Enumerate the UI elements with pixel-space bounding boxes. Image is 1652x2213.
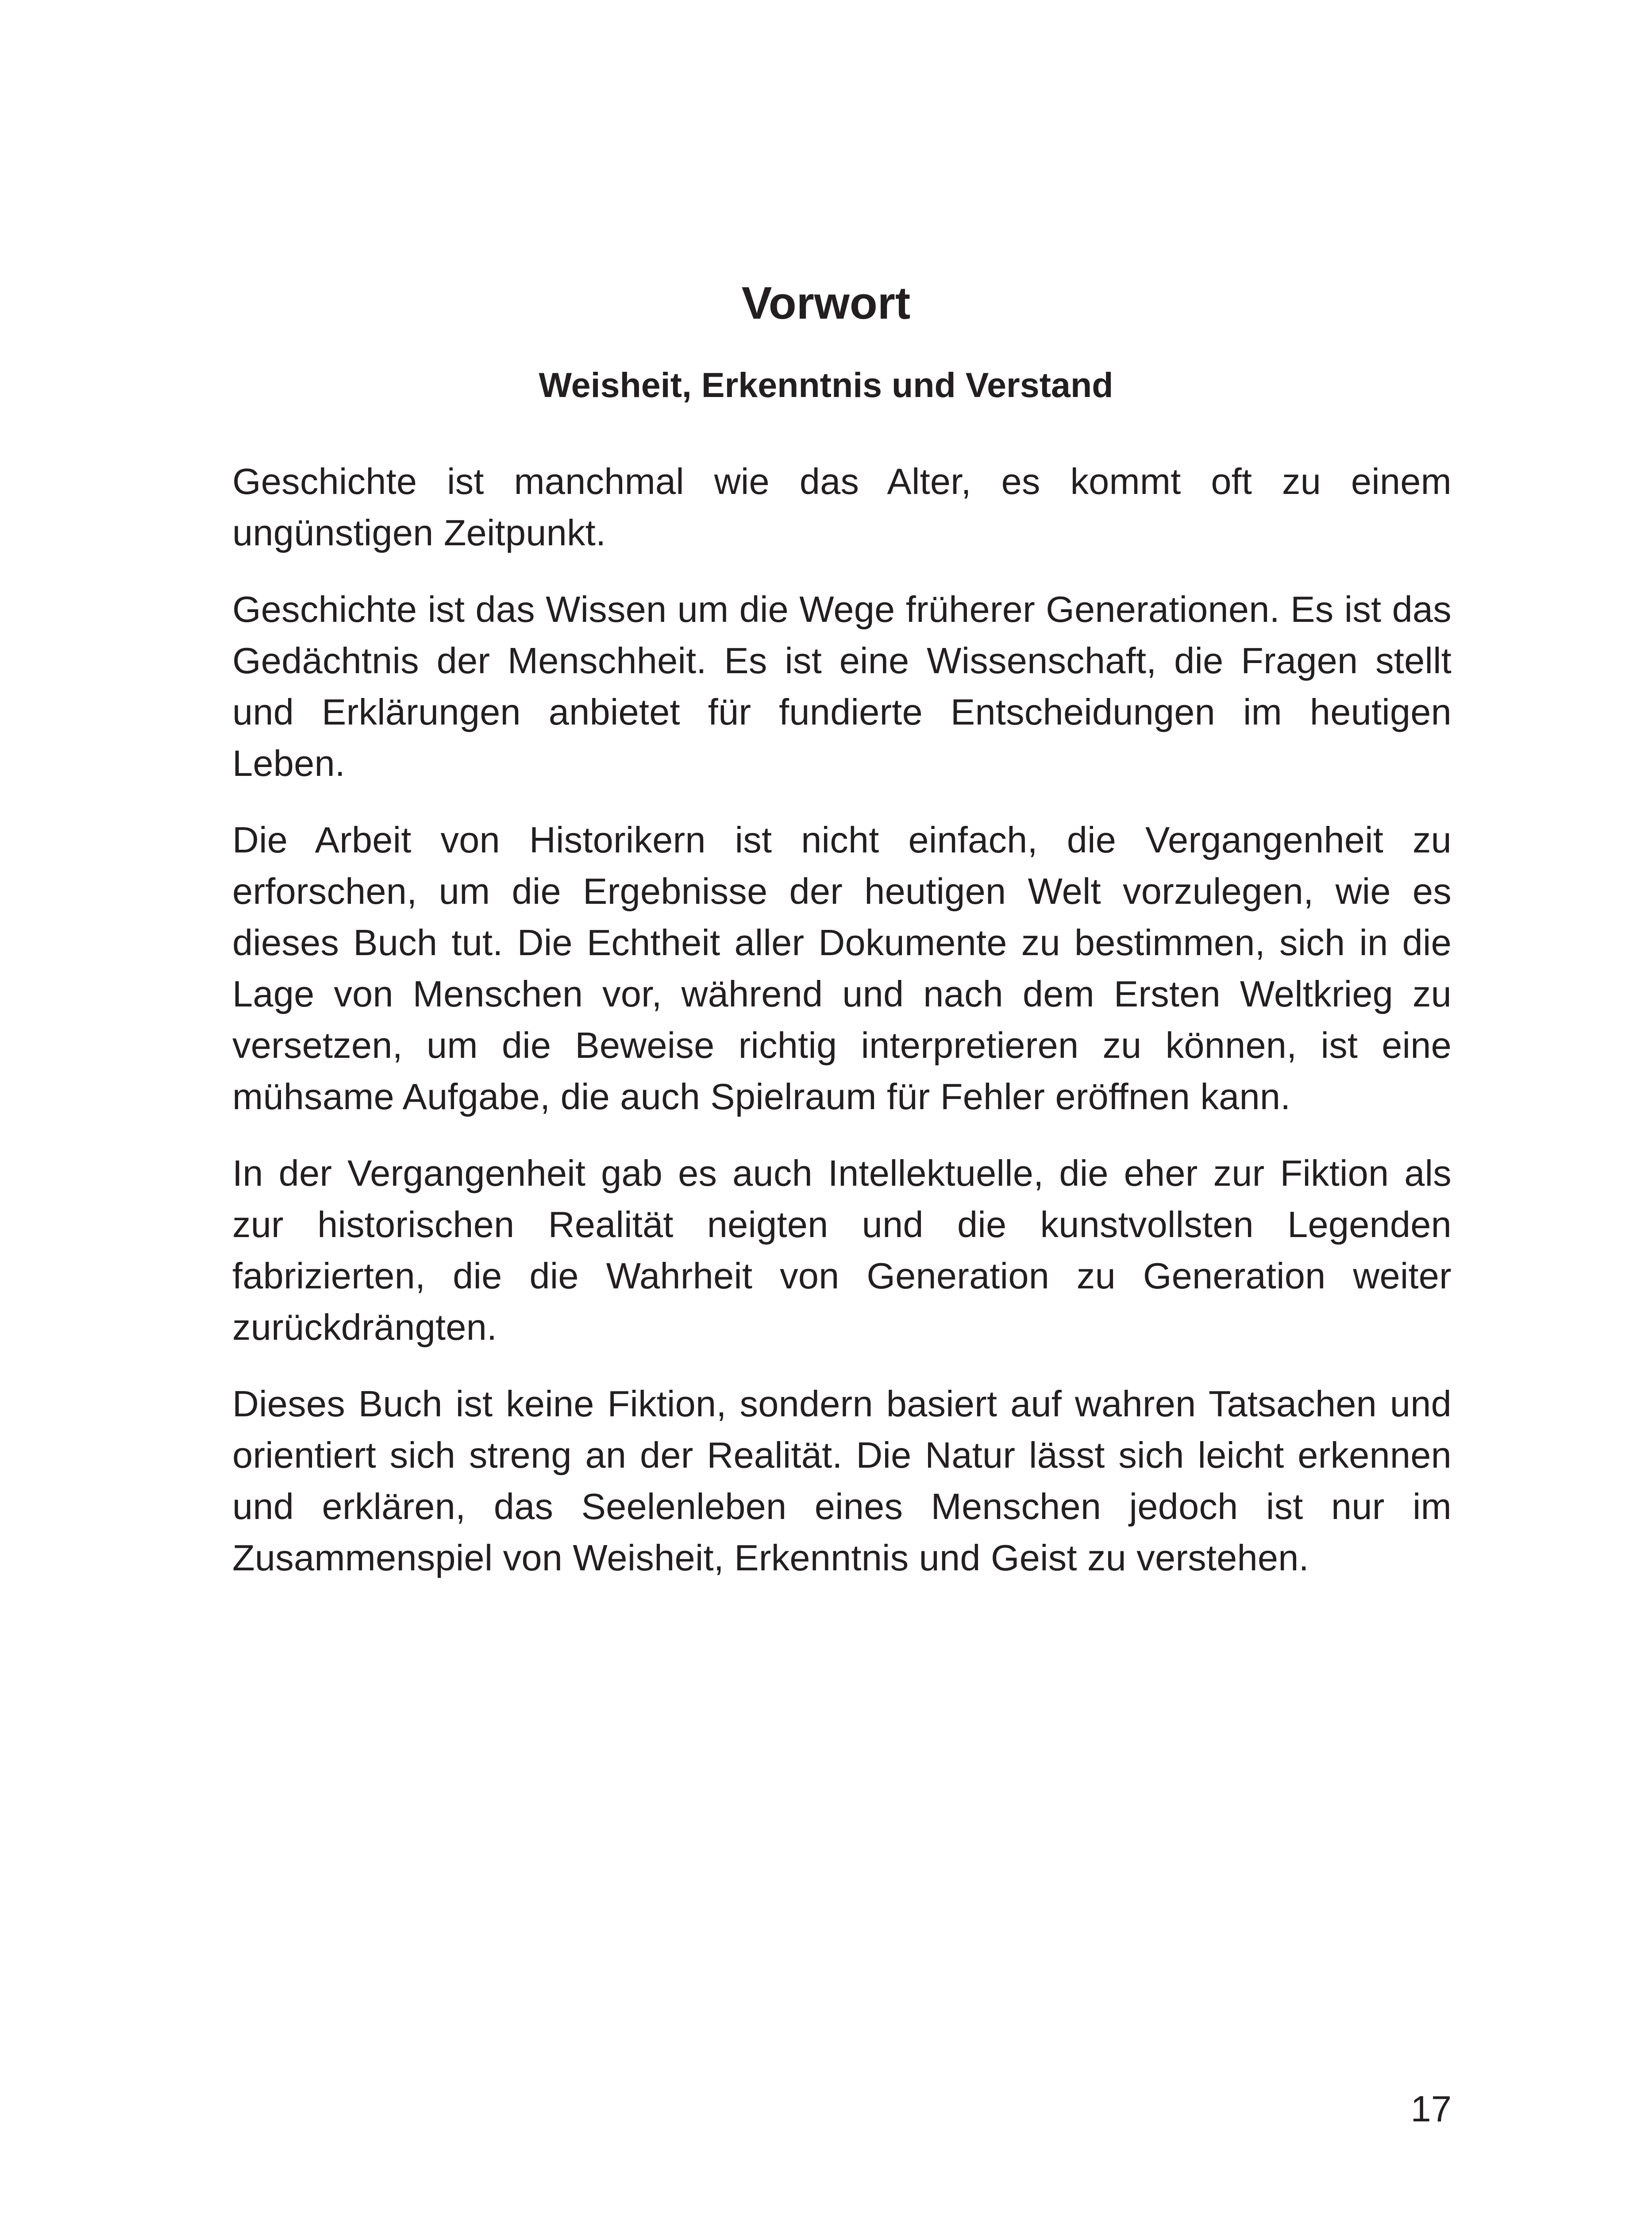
- page-number: 17: [1410, 2088, 1452, 2129]
- body-text: [232, 456, 1452, 1609]
- paragraph-1: Geschichte ist manchmal wie das Alter, es kommt oft zu einem ungünstigen Zeitpunkt.: [232, 461, 1452, 553]
- paragraph-2: Geschichte ist das Wissen um die Wege früherer Generationen. Es ist das Gedächtnis der Menschheit. Es ist eine Wissenschaft, die Fragen stellt und Erklärungen anbietet für fundierte Entscheidungen im heutigen Leben.: [232, 589, 1452, 784]
- page-title: Vorwort: [741, 278, 911, 328]
- paragraph-3: Die Arbeit von Historikern ist nicht einfach, die Vergangenheit zu erforschen, um die Ergebnisse der heutigen Welt vorzulegen, wie es dieses Buch tut. Die Echtheit aller Dokumente zu bestimmen, sich in die Lage von Menschen vor, während und nach dem Ersten Weltkrieg zu versetzen, um die Beweise richtig interpretieren zu können, ist eine mühsame Aufgabe, die auch Spielraum für Fehler eröffnen kann.: [232, 819, 1452, 1117]
- paragraph-5: Dieses Buch ist keine Fiktion, sondern basiert auf wahren Tatsachen und orientiert sich streng an der Realität. Die Natur lässt sich leicht erkennen und erklären, das Seelenleben eines Menschen jedoch ist nur im Zusammenspiel von Weisheit, Erkenntnis und Geist zu verstehen.: [232, 1383, 1452, 1578]
- page-subtitle: Weisheit, Erkenntnis und Verstand: [539, 365, 1113, 405]
- paragraph-4: In der Vergangenheit gab es auch Intellektuelle, die eher zur Fiktion als zur historischen Realität neigten und die kunstvollsten Legenden fabrizierten, die die Wahrheit von Generation zu Generation weiter zurückdrängten.: [232, 1153, 1452, 1348]
